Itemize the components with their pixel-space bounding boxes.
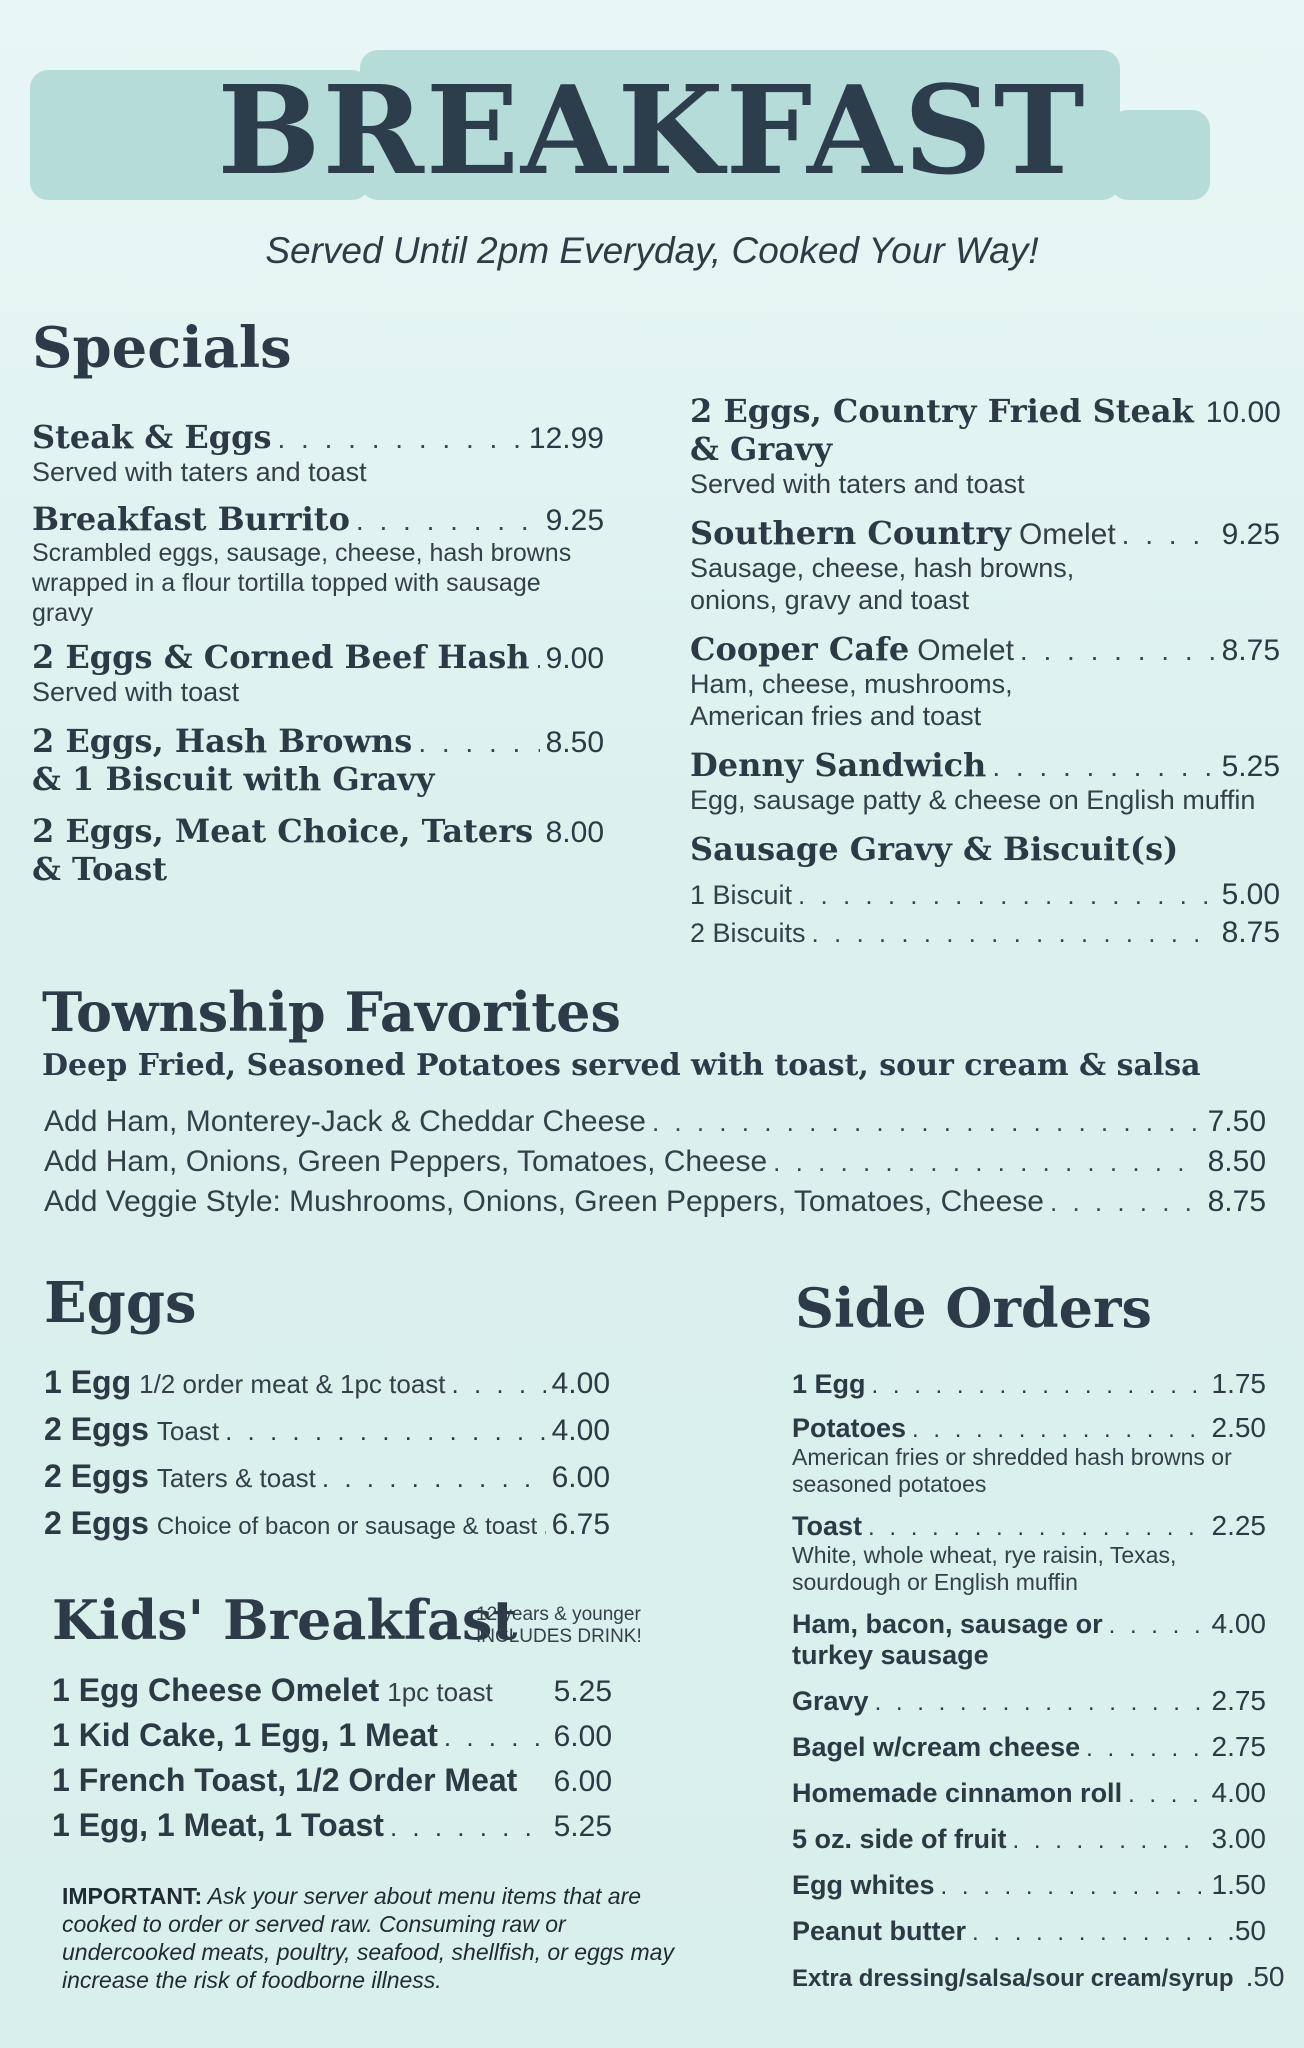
kids-list <box>52 1672 612 1844</box>
item-name: Bagel w/cream cheese <box>792 1732 1081 1762</box>
township-heading: Township Favorites <box>42 980 621 1044</box>
kids-note <box>476 1604 642 1648</box>
menu-item[interactable] <box>32 722 604 798</box>
item-price: 4.00 <box>551 1367 610 1400</box>
item-name: 1 Egg Cheese Omelet <box>52 1672 380 1708</box>
egg-item[interactable] <box>44 1411 610 1448</box>
side-item[interactable] <box>792 1510 1266 1596</box>
specials-right-column <box>690 392 1280 950</box>
item-name: Add Veggie Style: Mushrooms, Onions, Green Peppers, Tomatoes, Cheese <box>44 1185 1044 1218</box>
item-name: Sausage Gravy & Biscuit(s) <box>690 830 1179 868</box>
item-name: 1 Egg, 1 Meat, 1 Toast <box>52 1807 384 1843</box>
item-name: 1 French Toast, 1/2 Order Meat <box>52 1762 518 1798</box>
item-price: 8.75 <box>1207 1185 1266 1218</box>
item-description: Sausage, cheese, hash browns, onions, gravy and toast <box>690 553 1075 615</box>
item-price: 9.00 <box>545 642 604 675</box>
kids-item[interactable] <box>52 1762 612 1799</box>
item-price: 8.50 <box>545 726 604 759</box>
kids-heading: Kids' Breakfast <box>52 1588 518 1652</box>
item-price: .50 <box>1245 1961 1285 1992</box>
menu-item[interactable] <box>690 830 1280 950</box>
menu-item[interactable] <box>690 630 1280 732</box>
item-price: 2.75 <box>1211 1685 1266 1716</box>
item-name: Breakfast Burrito <box>32 500 350 538</box>
item-name: Peanut butter <box>792 1916 967 1946</box>
item-name: Egg whites <box>792 1870 935 1900</box>
item-price: 4.00 <box>1211 1777 1266 1808</box>
item-price: 6.00 <box>553 1720 612 1753</box>
item-detail: Toast <box>156 1416 220 1446</box>
item-price: 1.50 <box>1211 1869 1266 1900</box>
item-description: White, whole wheat, rye raisin, Texas, sourdough or English muffin <box>792 1542 1177 1595</box>
egg-item[interactable] <box>44 1364 610 1401</box>
item-description: Scrambled eggs, sausage, cheese, hash browns wrapped in a flour tortilla topped with sausage gravy <box>32 539 572 627</box>
side-item[interactable] <box>792 1961 1285 1993</box>
item-name: Extra dressing/salsa/sour cream/syrup <box>792 1965 1234 1992</box>
egg-item[interactable] <box>44 1505 610 1542</box>
item-price: 9.25 <box>545 504 604 537</box>
page-subtitle: Served Until 2pm Everyday, Cooked Your Way! <box>265 230 1039 271</box>
item-name: 1 Kid Cake, 1 Egg, 1 Meat <box>52 1717 438 1753</box>
item-name: Gravy <box>792 1686 869 1716</box>
item-name: 2 Eggs & Corned Beef Hash <box>32 638 530 676</box>
item-name: Ham, bacon, sausage or <box>792 1609 1103 1639</box>
item-name: Add Ham, Onions, Green Peppers, Tomatoes, Cheese <box>44 1145 768 1178</box>
item-price: 2.25 <box>1211 1510 1266 1541</box>
township-item[interactable] <box>44 1105 1266 1139</box>
item-detail: 1pc toast <box>387 1677 493 1707</box>
item-detail: Taters & toast <box>156 1463 316 1493</box>
item-description: Served with toast <box>32 677 240 707</box>
item-description: Served with taters and toast <box>690 469 1025 499</box>
item-description: American fries or shredded hash browns or seasoned potatoes <box>792 1444 1232 1497</box>
item-name: 2 Eggs <box>44 1458 149 1494</box>
item-price: 6.00 <box>553 1765 612 1798</box>
side-item[interactable] <box>792 1777 1266 1809</box>
gravy-option[interactable] <box>690 878 1280 912</box>
side-item[interactable] <box>792 1608 1266 1671</box>
item-name: Toast <box>792 1511 863 1541</box>
kids-age-note: 12 years & younger <box>476 1604 641 1625</box>
item-name: Denny Sandwich <box>690 746 987 784</box>
item-name-continued: & Gravy <box>690 430 833 468</box>
eggs-list <box>44 1364 610 1542</box>
kids-item[interactable] <box>52 1807 612 1844</box>
item-price: 5.25 <box>553 1810 612 1843</box>
township-list <box>44 1105 1266 1219</box>
item-price: 12.99 <box>528 422 604 455</box>
item-price: 1.75 <box>1211 1368 1266 1399</box>
item-name: 2 Eggs, Meat Choice, Taters <box>32 812 534 850</box>
menu-item[interactable] <box>32 638 604 708</box>
side-item[interactable] <box>792 1368 1266 1400</box>
item-price: 9.25 <box>1221 518 1280 551</box>
menu-item[interactable] <box>690 514 1280 616</box>
item-name-continued: & Toast <box>32 850 168 888</box>
township-item[interactable] <box>44 1145 1266 1179</box>
item-price: 6.75 <box>551 1508 610 1541</box>
menu-item[interactable] <box>690 392 1280 500</box>
item-price: 8.50 <box>1207 1145 1266 1178</box>
side-item[interactable] <box>792 1915 1266 1947</box>
side-item[interactable] <box>792 1685 1266 1717</box>
kids-drink-note: INCLUDES DRINK! <box>476 1626 642 1647</box>
kids-item[interactable] <box>52 1717 612 1754</box>
item-price: 4.00 <box>551 1414 610 1447</box>
item-description: Served with taters and toast <box>32 457 367 487</box>
important-text: Ask your server about menu items that are cooked to order or served raw. Consuming raw or undercooked meats, poultry, seafood, shellfish, or eggs may increase the risk of foodborne illness. <box>62 1883 674 1993</box>
menu-item[interactable] <box>32 812 604 888</box>
item-price: 4.00 <box>1211 1608 1266 1639</box>
item-name: Cooper Cafe <box>690 630 910 668</box>
item-price: 2.50 <box>1211 1412 1266 1443</box>
option-name: 1 Biscuit <box>690 880 793 910</box>
item-name: 2 Eggs, Hash Browns <box>32 722 413 760</box>
side-item[interactable] <box>792 1412 1266 1498</box>
side-item[interactable] <box>792 1869 1266 1901</box>
item-name: Homemade cinnamon roll <box>792 1778 1123 1808</box>
specials-heading: Specials <box>32 315 292 381</box>
item-name: 2 Eggs <box>44 1411 149 1447</box>
item-name-continued: turkey sausage <box>792 1640 989 1670</box>
item-name: Steak & Eggs <box>32 418 272 456</box>
item-name: Southern Country <box>690 514 1011 552</box>
item-price: 6.00 <box>551 1461 610 1494</box>
item-name: 1 Egg <box>792 1369 866 1399</box>
specials-left-column <box>32 418 604 888</box>
township-subheading: Deep Fried, Seasoned Potatoes served with toast, sour cream & salsa <box>42 1048 1201 1083</box>
township-item[interactable] <box>44 1185 1266 1219</box>
menu-item[interactable] <box>32 500 604 628</box>
side-orders-heading: Side Orders <box>795 1276 1152 1340</box>
page-title: BREAKFAST <box>217 58 1087 202</box>
important-notice <box>62 1882 702 1994</box>
item-price: 2.75 <box>1211 1731 1266 1762</box>
item-name-suffix: Omelet <box>917 634 1014 667</box>
item-price: 10.00 <box>1205 396 1281 429</box>
item-price: 8.00 <box>545 816 604 849</box>
item-name: 1 Egg <box>44 1364 132 1400</box>
menu-item[interactable] <box>32 418 604 488</box>
item-detail: Choice of bacon or sausage & toast <box>156 1513 538 1540</box>
item-price: 5.25 <box>553 1675 612 1708</box>
item-name-suffix: Omelet <box>1018 518 1116 551</box>
item-description: Egg, sausage patty & cheese on English muffin <box>690 785 1256 815</box>
item-description: Ham, cheese, mushrooms, American fries and toast <box>690 669 1013 731</box>
item-price: 3.00 <box>1211 1823 1266 1854</box>
option-price: 8.75 <box>1221 916 1280 949</box>
menu-item[interactable] <box>690 746 1280 816</box>
item-price: .50 <box>1227 1915 1266 1946</box>
item-price: 5.25 <box>1221 750 1280 783</box>
gravy-option[interactable] <box>690 916 1280 950</box>
important-label: IMPORTANT: <box>62 1883 203 1909</box>
option-name: 2 Biscuits <box>690 918 806 948</box>
item-name: Add Ham, Monterey-Jack & Cheddar Cheese <box>44 1105 646 1138</box>
side-orders-list <box>792 1368 1285 1993</box>
kids-item[interactable] <box>52 1672 612 1709</box>
item-price: 8.75 <box>1221 634 1280 667</box>
item-name: Potatoes <box>792 1413 907 1443</box>
egg-item[interactable] <box>44 1458 610 1495</box>
item-price: 7.50 <box>1207 1105 1266 1138</box>
eggs-heading: Eggs <box>44 1270 197 1336</box>
option-price: 5.00 <box>1221 878 1280 911</box>
side-item[interactable] <box>792 1731 1266 1763</box>
item-name: 2 Eggs, Country Fried Steak <box>690 392 1194 430</box>
side-item[interactable] <box>792 1823 1266 1855</box>
item-name: 2 Eggs <box>44 1505 149 1541</box>
item-name: 5 oz. side of fruit <box>792 1824 1007 1854</box>
item-name-continued: & 1 Biscuit with Gravy <box>32 760 435 798</box>
item-detail: 1/2 order meat & 1pc toast <box>139 1369 446 1399</box>
